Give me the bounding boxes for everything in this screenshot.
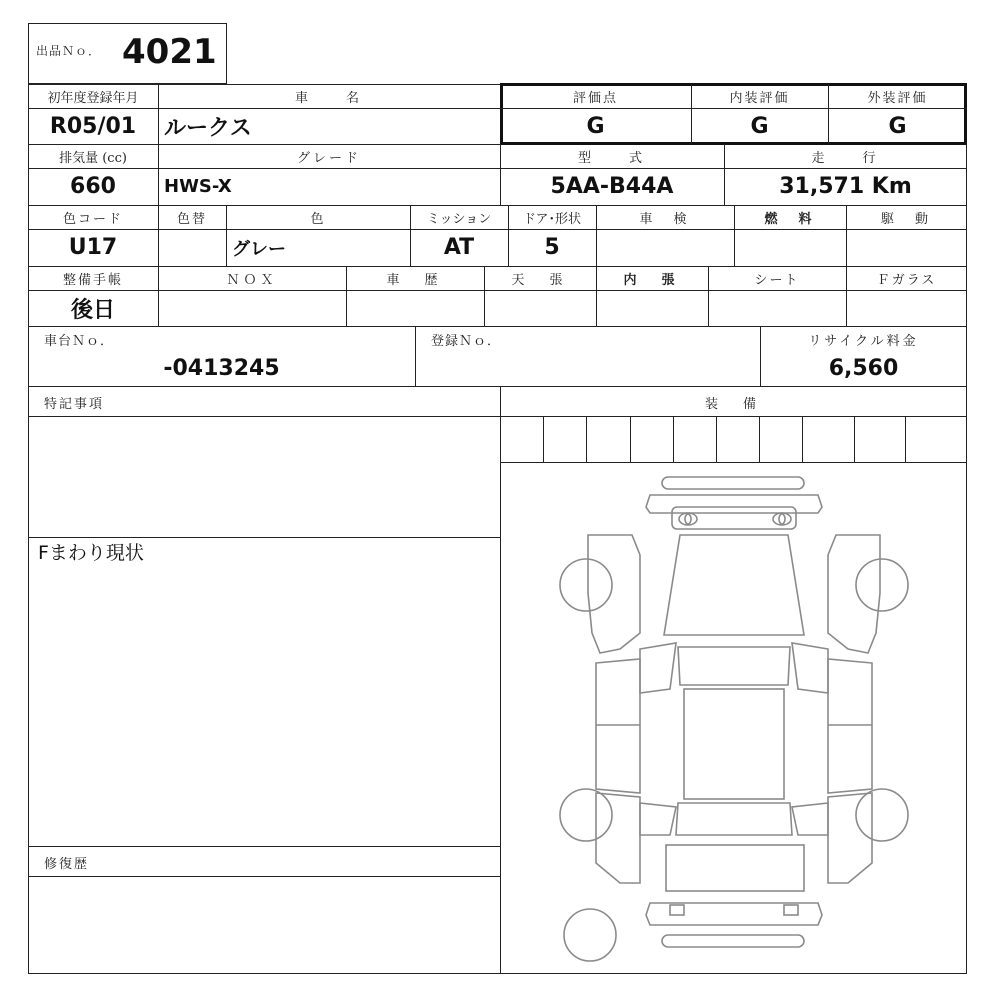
grade-value: HWS-X <box>164 176 232 197</box>
notes-label: 特記事項 <box>44 396 105 412</box>
grade-label: グレード <box>296 151 361 166</box>
fuel-value <box>734 229 846 266</box>
f-glass-label: Ｆガラス <box>876 273 937 288</box>
exterior-eval-value: G <box>888 113 907 139</box>
car-body-diagram-icon <box>500 463 967 974</box>
ceiling-label: 天 張 <box>511 273 569 288</box>
lot-number-value: 4021 <box>122 32 217 72</box>
score-label: 評価点 <box>572 91 618 106</box>
recycle-value: 6,560 <box>828 355 899 381</box>
color-code-value: U17 <box>68 235 118 260</box>
mileage-value: 31,571 Km <box>779 174 912 199</box>
seat-value <box>708 290 846 326</box>
doors-value: 5 <box>544 235 560 260</box>
model-label: 型 式 <box>577 151 646 166</box>
maintenance-value: 後日 <box>70 297 115 323</box>
first-reg-label: 初年度登録年月 <box>47 91 139 106</box>
exterior-eval-label: 外装評価 <box>867 91 928 106</box>
interior-trim-value <box>596 290 708 326</box>
transmission-label: ミッション <box>426 212 492 227</box>
color-change-label: 色替 <box>176 212 207 227</box>
around-front-label: Fまわり現状 <box>38 542 144 564</box>
history-label: 車 歴 <box>386 273 444 288</box>
registration-value <box>415 350 760 386</box>
seat-label: シート <box>754 273 800 288</box>
nox-label: ＮＯＸ <box>226 273 278 288</box>
drive-value <box>846 229 967 266</box>
model-value: 5AA-B44A <box>550 174 674 199</box>
interior-eval-value: G <box>750 113 769 139</box>
car-name-label: 車 名 <box>294 91 363 106</box>
displacement-value: 660 <box>70 174 116 199</box>
equipment-boxes <box>500 417 967 462</box>
color-value: グレー <box>232 238 286 260</box>
registration-label: 登録Ｎｏ． <box>431 333 502 349</box>
chassis-value: -0413245 <box>163 355 280 381</box>
repair-history-label: 修復歴 <box>44 856 90 872</box>
ceiling-value <box>484 290 596 326</box>
nox-value <box>158 290 346 326</box>
maintenance-label: 整備手帳 <box>62 273 123 288</box>
transmission-value: AT <box>443 235 475 260</box>
interior-eval-label: 内装評価 <box>729 91 790 106</box>
drive-label: 駆 動 <box>880 212 932 227</box>
displacement-label: 排気量 (cc) <box>59 151 127 166</box>
fuel-label: 燃 料 <box>764 212 816 227</box>
first-reg-value: R05/01 <box>49 113 137 139</box>
score-value: G <box>586 113 605 139</box>
car-name-value: ルークス <box>164 115 252 141</box>
f-glass-value <box>846 290 967 326</box>
inspection-label: 車 検 <box>639 212 691 227</box>
history-value <box>346 290 484 326</box>
recycle-label: リサイクル料金 <box>808 333 919 349</box>
equipment-label: 装 備 <box>704 396 762 412</box>
chassis-label: 車台Ｎｏ． <box>44 333 115 349</box>
color-label: 色 <box>310 212 326 227</box>
mileage-label: 走 行 <box>811 151 880 166</box>
doors-label: ドア･形状 <box>522 212 582 227</box>
color-change-value <box>158 229 226 266</box>
inspection-value <box>596 229 734 266</box>
interior-trim-label: 内 張 <box>623 273 681 288</box>
lot-number-label: 出品Ｎｏ． <box>36 43 102 58</box>
color-code-label: 色コード <box>62 212 123 227</box>
